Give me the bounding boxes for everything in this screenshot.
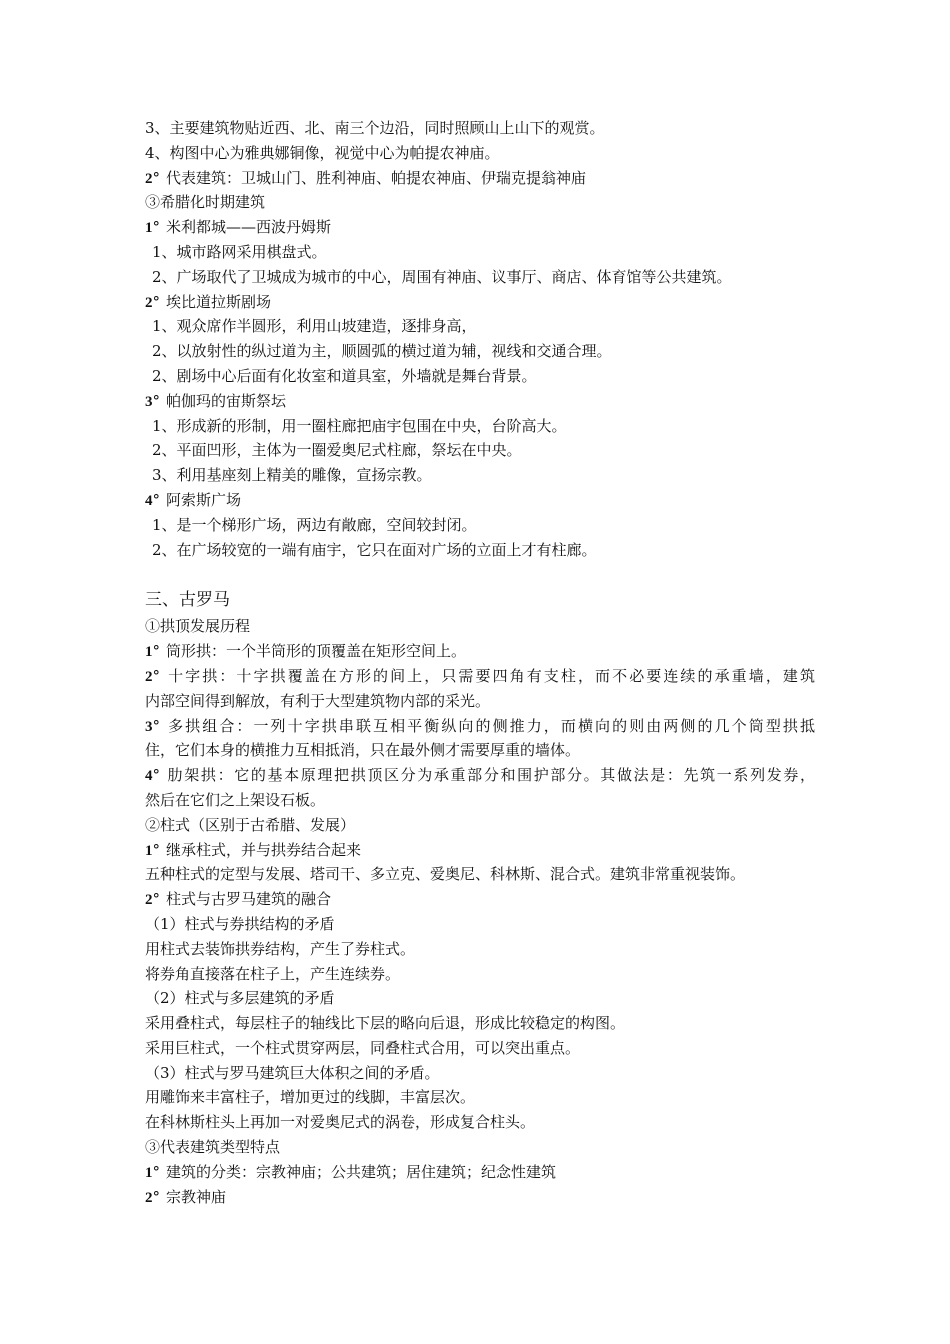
document-body [145,116,815,1209]
heading-text: 米利都城——西波丹姆斯 [166,218,332,237]
heading-text: 帕伽玛的宙斯祭坛 [166,391,287,410]
degree-mark: ° [152,890,160,909]
numbered-heading [145,290,815,315]
paragraph-line: 用柱式去装饰拱券结构，产生了券柱式。 [145,939,416,958]
degree-mark: ° [152,292,160,311]
subsection-heading: ②柱式（区别于古希腊、发展） [145,815,356,834]
heading-text: 阿索斯广场 [166,490,242,509]
section-spacer [145,562,815,586]
paragraph-text: 十字拱：十字拱覆盖在方形的间上，只需要四角有支柱，而不必要连续的承重墙，建筑 [166,666,815,685]
paragraph-line: 在科林斯柱头上再加一对爱奥尼式的涡卷，形成复合柱头。 [145,1113,536,1132]
heading-text: 建筑的分类：宗教神庙；公共建筑；居住建筑；纪念性建筑 [166,1162,557,1181]
paragraph-line: 4、构图中心为雅典娜铜像，视觉中心为帕提农神庙。 [145,143,500,162]
heading-number: 4 [145,768,153,785]
heading-number: 3 [145,718,153,735]
list-item: 2、在广场较宽的一端有庙宇，它只在面对广场的立面上才有柱廊。 [152,540,597,559]
paragraph-continuation: 内部空间得到解放，有利于大型建筑物内部的采光。 [145,691,491,710]
list-item: 2、平面凹形，主体为一圈爱奥尼式柱廊，祭坛在中央。 [152,441,522,460]
numbered-heading [145,838,815,863]
list-item: 1、观众席作半圆形，利用山坡建造，逐排身高， [152,317,477,336]
heading-number: 3 [145,393,153,410]
heading-text: 代表建筑：卫城山门、胜利神庙、帕提农神庙、伊瑞克提翁神庙 [166,168,587,187]
degree-mark: ° [152,716,160,735]
heading-number: 1 [145,842,153,859]
degree-mark: ° [152,1187,160,1206]
numbered-heading [145,166,815,191]
list-item: 3、利用基座刻上精美的雕像，宣扬宗教。 [152,466,432,485]
subsection-heading: ③希腊化时期建筑 [145,193,266,212]
subsection-heading: ①拱顶发展历程 [145,617,251,636]
numbered-heading [145,1185,815,1210]
paragraph-line: 用雕饰来丰富柱子，增加更过的线脚，丰富层次。 [145,1088,476,1107]
heading-number: 2 [145,170,153,187]
heading-text: 继承柱式，并与拱券结合起来 [166,840,362,859]
paragraph-line: 将券角直接落在柱子上，产生连续券。 [145,964,401,983]
paragraph-line: 五种柱式的定型与发展、塔司干、多立克、爱奥尼、科林斯、混合式。建筑非常重视装饰。 [145,865,746,884]
degree-mark: ° [152,642,160,661]
heading-text: 埃比道拉斯剧场 [166,292,272,311]
section-title: 三、古罗马 [145,590,230,611]
paragraph-line: 采用叠柱式，每层柱子的轴线比下层的略向后退，形成比较稳定的构图。 [145,1014,626,1033]
list-heading: （1）柱式与券拱结构的矛盾 [145,914,335,933]
numbered-heading [145,215,815,240]
heading-text: 宗教神庙 [166,1187,227,1206]
heading-number: 1 [145,1164,153,1181]
paragraph-line: 采用巨柱式，一个柱式贯穿两层，同叠柱式合用，可以突出重点。 [145,1038,581,1057]
numbered-heading [145,1160,815,1185]
heading-number: 4 [145,492,153,509]
list-item: 1、是一个梯形广场，两边有敞廊，空间较封闭。 [152,515,477,534]
degree-mark: ° [152,218,160,237]
paragraph-continuation: 然后在它们之上架设石板。 [145,790,326,809]
list-heading: （3）柱式与罗马建筑巨大体积之间的矛盾。 [145,1063,440,1082]
degree-mark: ° [152,1162,160,1181]
paragraph-line: 3、主要建筑物贴近西、北、南三个边沿，同时照顾山上山下的观赏。 [145,119,605,137]
numbered-paragraph [145,664,815,689]
numbered-paragraph [145,763,815,788]
heading-text: 柱式与古罗马建筑的融合 [166,890,332,909]
paragraph-continuation: 住，它们本身的横推力互相抵消，只在最外侧才需要厚重的墙体。 [145,741,581,760]
numbered-heading [145,488,815,513]
heading-number: 2 [145,294,153,311]
numbered-paragraph [145,639,815,664]
paragraph-text: 肋架拱：它的基本原理把拱顶区分为承重部分和围护部分。其做法是：先筑一系列发券， [166,766,815,785]
list-item: 2、剧场中心后面有化妆室和道具室，外墙就是舞台背景。 [152,366,537,385]
heading-number: 2 [145,668,153,685]
degree-mark: ° [152,766,160,785]
subsection-heading: ③代表建筑类型特点 [145,1138,281,1157]
list-item: 1、城市路网采用棋盘式。 [152,242,327,261]
degree-mark: ° [152,168,160,187]
list-item: 2、广场取代了卫城成为城市的中心，周围有神庙、议事厅、商店、体育馆等公共建筑。 [152,267,732,286]
numbered-heading [145,887,815,912]
heading-number: 1 [145,644,153,661]
heading-number: 1 [145,220,153,237]
degree-mark: ° [152,490,160,509]
list-heading: （2）柱式与多层建筑的矛盾 [145,989,335,1008]
list-item: 1、形成新的形制，用一圈柱廊把庙宇包围在中央，台阶高大。 [152,416,567,435]
heading-number: 2 [145,1189,153,1206]
heading-number: 2 [145,892,153,909]
degree-mark: ° [152,840,160,859]
numbered-paragraph [145,714,815,739]
paragraph-text: 筒形拱：一个半筒形的顶覆盖在矩形空间上。 [166,642,467,661]
paragraph-text: 多拱组合：一列十字拱串联互相平衡纵向的侧推力，而横向的则由两侧的几个筒型拱抵 [166,716,815,735]
list-item: 2、以放射性的纵过道为主，顺圆弧的横过道为辅，视线和交通合理。 [152,342,612,361]
degree-mark: ° [152,666,160,685]
numbered-heading [145,389,815,414]
degree-mark: ° [152,391,160,410]
